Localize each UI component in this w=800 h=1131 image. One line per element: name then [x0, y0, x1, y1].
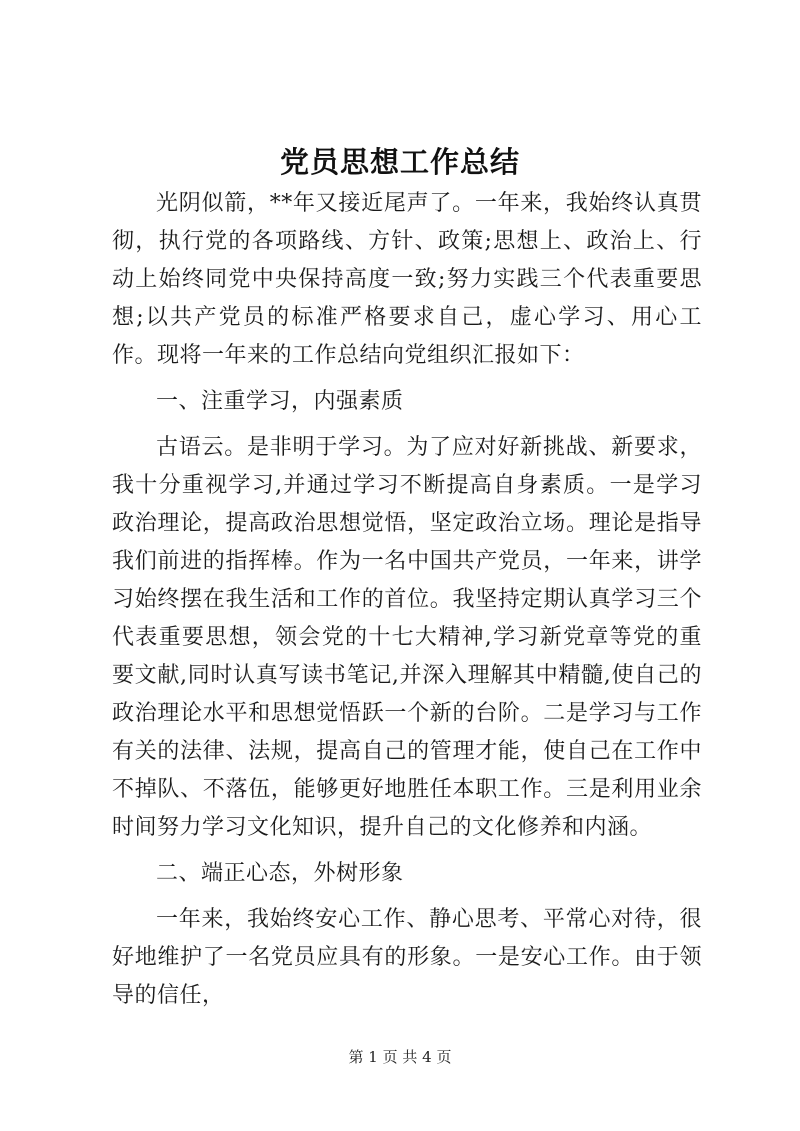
document-body [112, 185, 702, 1015]
section-heading-1: 一、注重学习，内强素质 [156, 389, 404, 414]
paragraph-intro: 光阴似箭，**年又接近尾声了。一年来，我始终认真贯彻，执行党的各项路线、方针、政策;思想上、政治上、行动上始终同党中央保持高度一致;努力实践三个代表重要思想;以共产党员的标准严格要求自己，虚心学习、用心工作。现将一年来的工作总结向党组织汇报如下： [112, 191, 702, 368]
section-heading-2: 二、端正心态，外树形象 [156, 861, 404, 886]
page-number-footer: 第 1 页 共 4 页 [348, 1048, 452, 1066]
paragraph-attitude: 一年来，我始终安心工作、静心思考、平常心对待，很好地维护了一名党员应具有的形象。一是安心工作。由于领导的信任， [112, 907, 702, 1008]
document-title: 党员思想工作总结 [279, 145, 520, 179]
paragraph-study: 古语云。是非明于学习。为了应对好新挑战、新要求，我十分重视学习,并通过学习不断提高自身素质。一是学习政治理论，提高政治思想觉悟，坚定政治立场。理论是指导我们前进的指挥棒。作为一名中国共产党员，一年来，讲学习始终摆在我生活和工作的首位。我坚持定期认真学习三个代表重要思想，领会党的十七大精神,学习新党章等党的重要文献,同时认真写读书笔记,并深入理解其中精髓,使自己的政治理论水平和思想觉悟跃一个新的台阶。二是学习与工作有关的法律、法规，提高自己的管理才能，使自己在工作中不掉队、不落伍，能够更好地胜任本职工作。三是利用业余时间努力学习文化知识，提升自己的文化修养和内涵。 [112, 435, 702, 840]
